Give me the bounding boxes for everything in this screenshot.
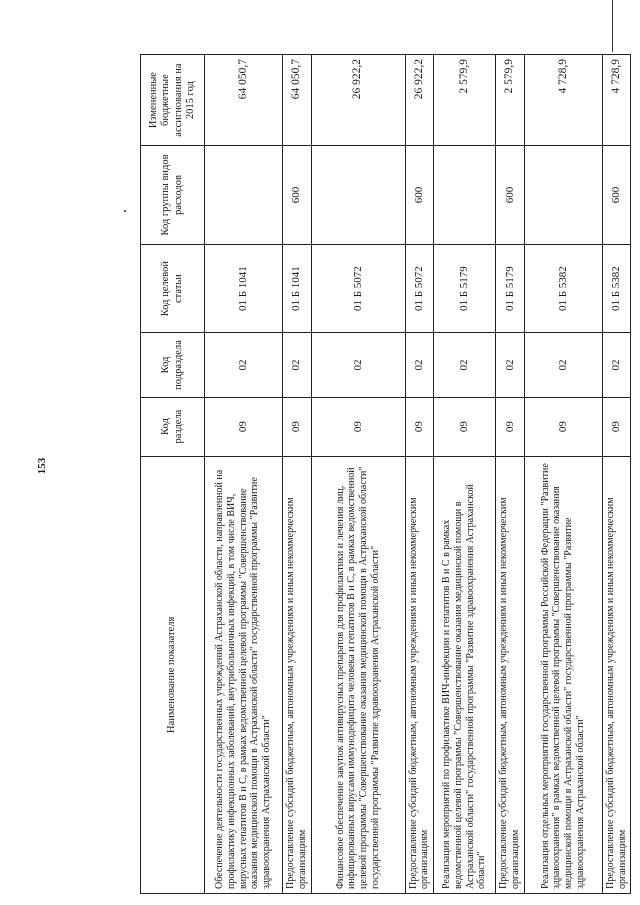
row-name: Предоставление субсидий бюджетным, автономным учреждениям и иным некоммерческим организациям <box>496 456 525 893</box>
row-group <box>311 146 405 245</box>
row-target: 01 Б 5382 <box>602 244 631 333</box>
row-subsection: 02 <box>205 333 283 397</box>
row-name: Обеспечение деятельности государственных учреждений Астраханской области, направленной на профилактику инфекционных заболеваний, внутрибольничных инфекций, в том числе ВИЧ, вирусных гепатитов В и С, в рамках ведомственной целевой программы "Совершенствование оказания медицинской помощи в Астраханской области" государственной программы "Развитие здравоохранения Астраханской области" <box>205 456 283 893</box>
header-amount: Измененные бюджетные ассигнования на 2015 год <box>141 55 205 146</box>
row-subsection: 02 <box>283 333 312 397</box>
header-subsection: Код подраздела <box>141 333 205 397</box>
row-section: 09 <box>283 397 312 456</box>
row-name: Реализация мероприятий по профилактике ВИЧ-инфекции и гепатитов В и С в рамках ведомственной целевой программы "Совершенствование оказания медицинской помощи в Астраханской области" государственной программы "Развитие здравоохранения Астраханской области" <box>434 456 496 893</box>
table-row <box>311 55 405 894</box>
row-section: 09 <box>205 397 283 456</box>
row-amount: 4 728,9 <box>524 55 602 146</box>
row-target: 01 Б 1041 <box>205 244 283 333</box>
row-group: 600 <box>602 146 631 245</box>
header-name: Наименование показателя <box>141 456 205 893</box>
table-row <box>405 55 434 894</box>
row-amount: 26 922,2 <box>405 55 434 146</box>
header-section: Код раздела <box>141 397 205 456</box>
row-section: 09 <box>311 397 405 456</box>
row-section: 09 <box>602 397 631 456</box>
table-row <box>434 55 496 894</box>
scan-artifact-line <box>612 0 613 52</box>
row-target: 01 Б 5382 <box>524 244 602 333</box>
row-target: 01 Б 5179 <box>434 244 496 333</box>
row-name: Предоставление субсидий бюджетным, автономным учреждениям и иным некоммерческим организациям <box>283 456 312 893</box>
row-group <box>524 146 602 245</box>
row-amount: 2 579,9 <box>496 55 525 146</box>
row-name: Предоставление субсидий бюджетным, автономным учреждениям и иным некоммерческим организациям <box>602 456 631 893</box>
rotated-table-container <box>140 54 628 894</box>
row-name: Финансовое обеспечение закупок антивирусных препаратов для профилактики и лечения лиц, инфицированных вирусами иммунодефицита человека и гепатитов В и С, в рамках ведомственной целевой программы "Совершенствование оказания медицинской помощи в Астраханской области" государственной программы "Развитие здравоохранения Астраханской области" <box>311 456 405 893</box>
row-subsection: 02 <box>434 333 496 397</box>
row-subsection: 02 <box>405 333 434 397</box>
row-amount: 4 728,9 <box>602 55 631 146</box>
row-group: 600 <box>405 146 434 245</box>
table-row <box>283 55 312 894</box>
row-amount: 2 579,9 <box>434 55 496 146</box>
row-group: 600 <box>496 146 525 245</box>
row-section: 09 <box>496 397 525 456</box>
table-row <box>602 55 631 894</box>
table-row <box>524 55 602 894</box>
row-target: 01 Б 5179 <box>496 244 525 333</box>
row-group <box>434 146 496 245</box>
page-number: 153 <box>36 457 48 475</box>
row-target: 01 Б 5072 <box>311 244 405 333</box>
row-name: Реализация отдельных мероприятий государственной программы Российской Федерации "Развитие здравоохранения" в рамках ведомственной целевой программы "Совершенствование оказания медицинской помощи в Астраханской области" государственной программы "Развитие здравоохранения Астраханской области" <box>524 456 602 893</box>
row-section: 09 <box>405 397 434 456</box>
row-subsection: 02 <box>524 333 602 397</box>
header-target: Код целевой статьи <box>141 244 205 333</box>
row-group: 600 <box>283 146 312 245</box>
row-amount: 64 050,7 <box>205 55 283 146</box>
table-row <box>205 55 283 894</box>
row-name: Предоставление субсидий бюджетным, автономным учреждениям и иным некоммерческим организациям <box>405 456 434 893</box>
header-group: Код группы видов расходов <box>141 146 205 245</box>
table-header-row <box>141 55 205 894</box>
row-target: 01 Б 5072 <box>405 244 434 333</box>
row-section: 09 <box>524 397 602 456</box>
scan-artifact-dot <box>124 210 126 212</box>
row-subsection: 02 <box>311 333 405 397</box>
row-amount: 26 922,2 <box>311 55 405 146</box>
row-section: 09 <box>434 397 496 456</box>
row-subsection: 02 <box>602 333 631 397</box>
row-target: 01 Б 1041 <box>283 244 312 333</box>
row-subsection: 02 <box>496 333 525 397</box>
row-group <box>205 146 283 245</box>
row-amount: 64 050,7 <box>283 55 312 146</box>
budget-table <box>140 54 631 894</box>
table-row <box>496 55 525 894</box>
